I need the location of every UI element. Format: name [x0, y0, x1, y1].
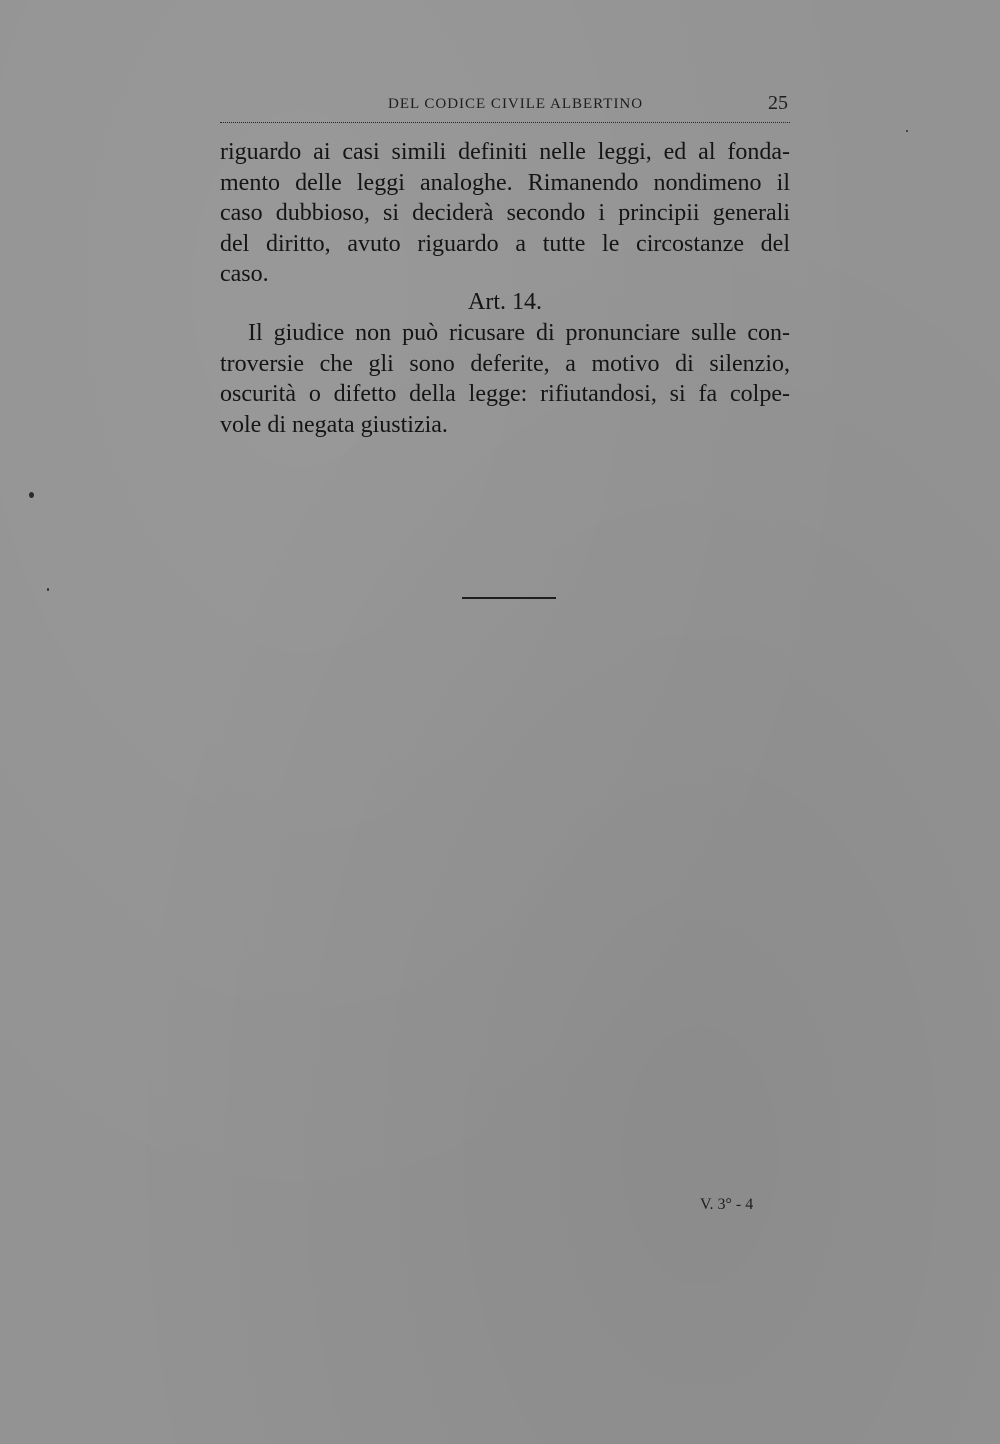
paragraph-line: caso.	[220, 261, 269, 287]
paragraph-2	[220, 318, 790, 440]
header-rule	[220, 122, 790, 123]
paragraph-line: Il giudice non può ricusare di pronunciare sulle con-	[248, 320, 790, 346]
paragraph-line: caso dubbioso, si deciderà secondo i principii generali	[220, 200, 790, 226]
paper-speck	[29, 492, 34, 498]
paragraph-line: del diritto, avuto riguardo a tutte le circostanze del	[220, 230, 790, 257]
paragraph-line: mento delle leggi analoghe. Rimanendo nondimeno il	[220, 169, 790, 196]
printer-signature: V. 3° - 4	[700, 1196, 754, 1213]
paragraph-line: riguardo ai casi simili definiti nelle leggi, ed al fonda-	[220, 139, 790, 165]
page-number: 25	[768, 92, 788, 114]
paragraph-line: vole di negata giustizia.	[220, 411, 448, 438]
paragraph-line: troversie che gli sono deferite, a motivo di silenzio,	[220, 350, 790, 377]
paper-speck	[906, 130, 908, 132]
paragraph-line: oscurità o difetto della legge: rifiutandosi, si fa colpe-	[220, 381, 790, 407]
article-heading: Art. 14.	[468, 289, 542, 315]
paragraph-1	[220, 137, 790, 290]
paper-speck	[47, 588, 49, 591]
running-header: DEL CODICE CIVILE ALBERTINO	[388, 96, 644, 112]
section-end-rule	[462, 597, 556, 599]
